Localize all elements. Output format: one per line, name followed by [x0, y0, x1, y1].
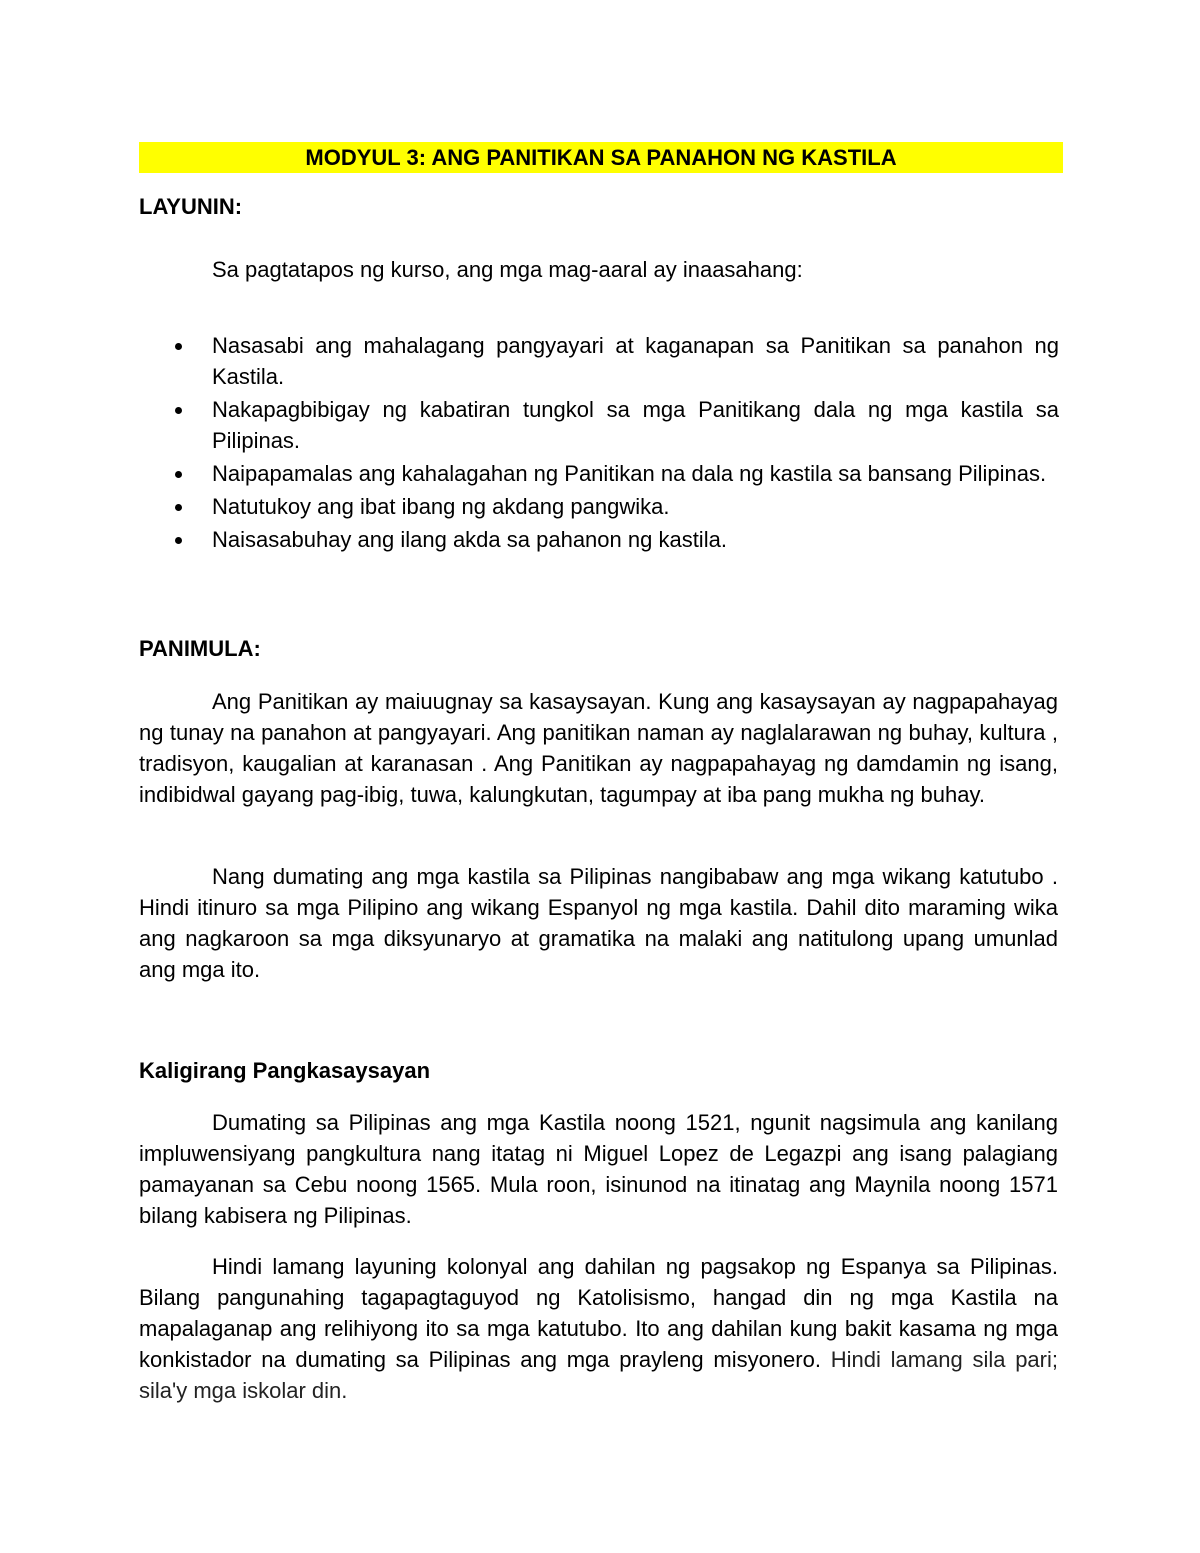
objective-text: Natutukoy ang ibat ibang ng akdang pangwika. — [212, 494, 670, 519]
list-item — [139, 330, 1059, 392]
list-item — [139, 491, 1059, 522]
panimula-paragraph-2 — [139, 861, 1058, 985]
bullet-icon — [175, 471, 182, 478]
paragraph-text: Dumating sa Pilipinas ang mga Kastila noong 1521, ngunit nagsimula ang kanilang impluwensiyang pangkultura nang itatag ni Miguel Lopez de Legazpi ang isang palagiang pamayanan sa Cebu noong 1565. Mula roon, isinunod na itinatag ang Maynila noong 1571 bilang kabisera ng Pilipinas. — [139, 1110, 1058, 1228]
kaligiran-paragraph-2 — [139, 1251, 1058, 1406]
list-item — [139, 524, 1059, 555]
objectives-list — [139, 330, 1059, 557]
paragraph-text: Ang Panitikan ay maiuugnay sa kasaysayan. Kung ang kasaysayan ay nagpapahayag ng tunay na panahon at pangyayari. Ang panitikan naman ay naglalarawan ng buhay, kultura , tradisyon, kaugalian at karanasan . Ang Panitikan ay nagpapahayag ng damdamin ng isang, indibidwal gayang pag-ibig, tuwa, kalungkutan, tagumpay at iba pang mukha ng buhay. — [139, 689, 1058, 807]
module-title: MODYUL 3: ANG PANITIKAN SA PANAHON NG KASTILA — [139, 142, 1063, 173]
panimula-paragraph-1 — [139, 686, 1058, 810]
list-item — [139, 394, 1059, 456]
objective-text: Nakapagbibigay ng kabatiran tungkol sa mga Panitikang dala ng mga kastila sa Pilipinas. — [212, 397, 1059, 453]
layunin-heading: LAYUNIN: — [139, 194, 243, 219]
bullet-icon — [175, 407, 182, 414]
panimula-heading: PANIMULA: — [139, 636, 261, 661]
bullet-icon — [175, 537, 182, 544]
paragraph-text: Nang dumating ang mga kastila sa Pilipinas nangibabaw ang mga wikang katutubo . Hindi itinuro sa mga Pilipino ang wikang Espanyol ng mga kastila. Dahil dito maraming wika ang nagkaroon sa mga diksyunaryo at gramatika na malaki ang natitulong upang umunlad ang mga ito. — [139, 864, 1058, 982]
layunin-intro: Sa pagtatapos ng kurso, ang mga mag-aaral ay inaasahang: — [212, 257, 803, 282]
paragraph-text: Hindi lamang layuning kolonyal ang dahilan ng pagsakop ng Espanya sa Pilipinas. Bilang pangunahing tagapagtaguyod ng Katolisismo, hangad din ng mga Kastila na mapalaganap ang relihiyong ito sa mga katutubo. Ito ang dahilan kung bakit kasama ng mga konkistador na dumating sa Pilipinas ang mga prayleng misyonero. — [139, 1254, 1058, 1372]
paragraph-last-line: Hindi lamang sila pari; sila'y mga iskolar din. — [139, 1347, 1058, 1403]
kaligiran-heading: Kaligirang Pangkasaysayan — [139, 1058, 431, 1083]
bullet-icon — [175, 343, 182, 350]
kaligiran-paragraph-1 — [139, 1107, 1058, 1231]
objective-text: Nasasabi ang mahalagang pangyayari at kaganapan sa Panitikan sa panahon ng Kastila. — [212, 333, 1059, 389]
list-item — [139, 458, 1059, 489]
objective-text: Naisasabuhay ang ilang akda sa pahanon ng kastila. — [212, 527, 727, 552]
objective-text: Naipapamalas ang kahalagahan ng Panitikan na dala ng kastila sa bansang Pilipinas. — [212, 461, 1047, 486]
bullet-icon — [175, 504, 182, 511]
